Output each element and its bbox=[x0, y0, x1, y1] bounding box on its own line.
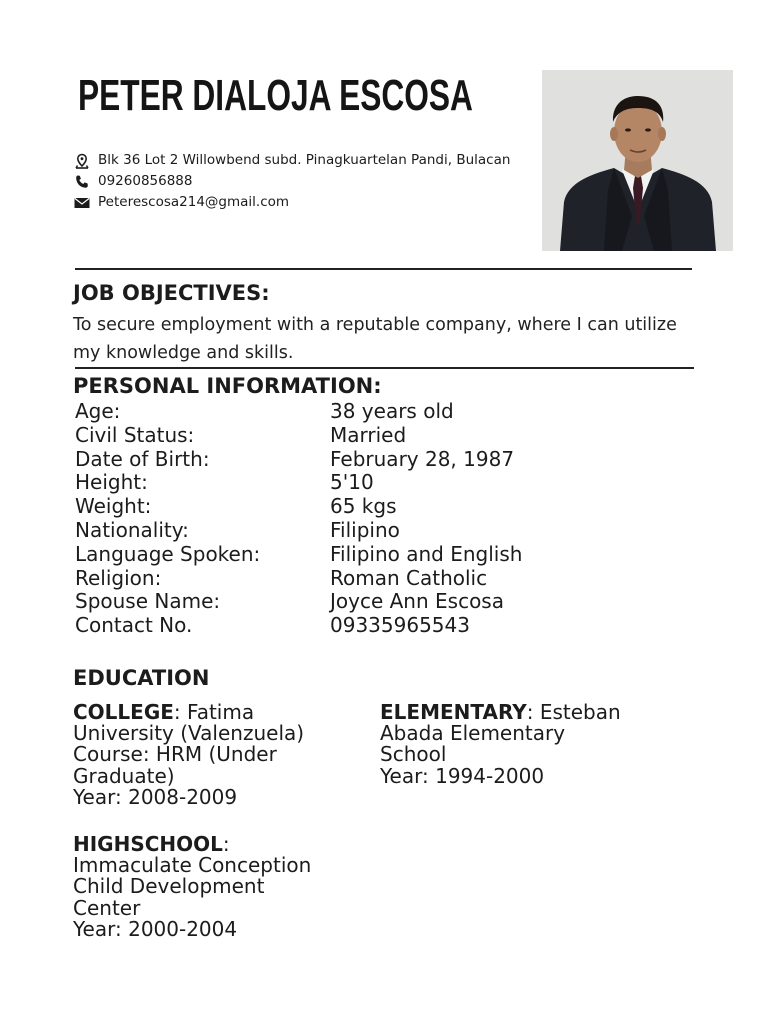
location-pin-icon bbox=[73, 153, 91, 169]
divider-top bbox=[75, 268, 692, 270]
info-label: Contact No. bbox=[75, 613, 193, 638]
divider-middle bbox=[75, 367, 694, 369]
info-value: 09335965543 bbox=[330, 613, 470, 638]
info-label: Religion: bbox=[75, 565, 162, 590]
elementary-school-line1: Esteban bbox=[539, 700, 621, 724]
info-row-contact-no bbox=[75, 614, 522, 638]
education-elementary: ELEMENTARY: Esteban Abada Elementary School Year: 1994-2000 bbox=[380, 700, 621, 788]
college-school-line2: University (Valenzuela) bbox=[73, 721, 305, 746]
job-objectives-text: To secure employment with a reputable company, where I can utilize my knowledge and skills. bbox=[73, 315, 677, 363]
info-label: Civil Status: bbox=[75, 422, 195, 447]
email-text: Peterescosa214@gmail.com bbox=[98, 194, 290, 210]
info-value: Married bbox=[330, 422, 407, 447]
college-course-line2: Graduate) bbox=[73, 763, 175, 788]
elementary-school-line2: Abada Elementary bbox=[380, 721, 566, 746]
education-college: COLLEGE: Fatima University (Valenzuela) Course: HRM (Under Graduate) Year: 2008-2009 bbox=[73, 700, 305, 809]
college-year: Year: 2008-2009 bbox=[73, 784, 238, 809]
info-row-religion bbox=[75, 567, 522, 591]
envelope-icon bbox=[73, 195, 91, 211]
contact-block bbox=[73, 150, 510, 213]
college-school-line1: Fatima bbox=[187, 700, 255, 724]
info-value: Roman Catholic bbox=[330, 565, 488, 590]
info-value: 38 years old bbox=[330, 399, 454, 423]
info-row-nationality bbox=[75, 519, 522, 543]
info-row-weight bbox=[75, 495, 522, 519]
info-label: Spouse Name: bbox=[75, 589, 221, 614]
education-highschool: HIGHSCHOOL: Immaculate Conception Child Development Center Year: 2000-2004 bbox=[73, 832, 312, 941]
personal-information-heading: PERSONAL INFORMATION: bbox=[73, 374, 382, 398]
info-row-spouse-name bbox=[75, 590, 522, 614]
info-row-language-spoken bbox=[75, 543, 522, 567]
education-heading: EDUCATION bbox=[73, 666, 210, 690]
applicant-name: PETER DIALOJA ESCOSA bbox=[78, 71, 473, 120]
info-label: Language Spoken: bbox=[75, 541, 261, 566]
info-value: February 28, 1987 bbox=[330, 446, 515, 471]
phone-row bbox=[73, 171, 510, 192]
college-label: COLLEGE bbox=[73, 700, 174, 724]
info-value: Filipino and English bbox=[330, 541, 523, 566]
phone-icon bbox=[73, 174, 91, 190]
highschool-year: Year: 2000-2004 bbox=[73, 916, 238, 941]
highschool-school-line3: Center bbox=[73, 895, 141, 920]
elementary-year: Year: 1994-2000 bbox=[380, 763, 545, 788]
address-row bbox=[73, 150, 510, 171]
college-course-line1: Course: HRM (Under bbox=[73, 742, 277, 767]
info-label: Age: bbox=[75, 399, 121, 423]
email-row bbox=[73, 192, 510, 213]
profile-photo bbox=[542, 70, 733, 251]
highschool-school-line1: Immaculate Conception bbox=[73, 853, 312, 878]
elementary-school-line3: School bbox=[380, 742, 447, 767]
info-row-age bbox=[75, 400, 522, 424]
address-text: Blk 36 Lot 2 Willowbend subd. Pinagkuartelan Pandi, Bulacan bbox=[98, 152, 511, 168]
info-value: Filipino bbox=[330, 517, 400, 542]
job-objectives-heading: JOB OBJECTIVES: bbox=[73, 281, 270, 305]
info-row-height bbox=[75, 471, 522, 495]
info-label: Date of Birth: bbox=[75, 446, 210, 471]
highschool-label: HIGHSCHOOL bbox=[73, 832, 223, 856]
info-row-civil-status bbox=[75, 424, 522, 448]
personal-information-table bbox=[75, 400, 522, 638]
phone-text: 09260856888 bbox=[98, 173, 193, 189]
info-value: 5'10 bbox=[330, 470, 374, 495]
info-label: Weight: bbox=[75, 494, 152, 519]
info-label: Nationality: bbox=[75, 517, 189, 542]
info-label: Height: bbox=[75, 470, 148, 495]
info-value: 65 kgs bbox=[330, 494, 397, 519]
info-row-date-of-birth bbox=[75, 448, 522, 472]
info-value: Joyce Ann Escosa bbox=[330, 589, 504, 614]
highschool-school-line2: Child Development bbox=[73, 874, 265, 899]
elementary-label: ELEMENTARY bbox=[380, 700, 527, 724]
